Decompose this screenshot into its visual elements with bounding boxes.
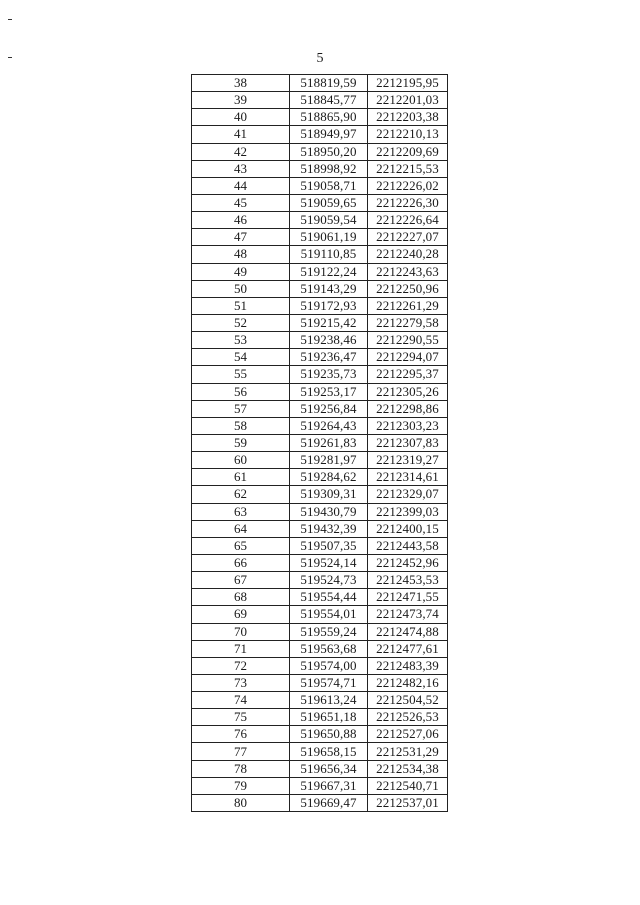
table-row xyxy=(192,520,448,537)
point-number-cell: 73 xyxy=(192,674,290,691)
x-coordinate-cell: 519563,68 xyxy=(290,640,368,657)
table-row xyxy=(192,366,448,383)
point-number-cell: 58 xyxy=(192,417,290,434)
point-number-cell: 72 xyxy=(192,657,290,674)
coordinates-table xyxy=(191,74,448,812)
y-coordinate-cell: 2212453,53 xyxy=(368,572,448,589)
table-row xyxy=(192,674,448,691)
y-coordinate-cell: 2212527,06 xyxy=(368,726,448,743)
x-coordinate-cell: 519430,79 xyxy=(290,503,368,520)
point-number-cell: 51 xyxy=(192,297,290,314)
x-coordinate-cell: 518950,20 xyxy=(290,143,368,160)
point-number-cell: 62 xyxy=(192,486,290,503)
point-number-cell: 40 xyxy=(192,109,290,126)
y-coordinate-cell: 2212305,26 xyxy=(368,383,448,400)
scan-mark-top xyxy=(8,19,12,20)
y-coordinate-cell: 2212329,07 xyxy=(368,486,448,503)
x-coordinate-cell: 519613,24 xyxy=(290,692,368,709)
point-number-cell: 55 xyxy=(192,366,290,383)
point-number-cell: 46 xyxy=(192,212,290,229)
table-row xyxy=(192,486,448,503)
y-coordinate-cell: 2212471,55 xyxy=(368,589,448,606)
x-coordinate-cell: 519284,62 xyxy=(290,469,368,486)
x-coordinate-cell: 519651,18 xyxy=(290,709,368,726)
y-coordinate-cell: 2212443,58 xyxy=(368,537,448,554)
x-coordinate-cell: 519507,35 xyxy=(290,537,368,554)
y-coordinate-cell: 2212203,38 xyxy=(368,109,448,126)
y-coordinate-cell: 2212201,03 xyxy=(368,92,448,109)
point-number-cell: 41 xyxy=(192,126,290,143)
x-coordinate-cell: 519235,73 xyxy=(290,366,368,383)
table-row xyxy=(192,383,448,400)
x-coordinate-cell: 519238,46 xyxy=(290,332,368,349)
x-coordinate-cell: 519110,85 xyxy=(290,246,368,263)
table-row xyxy=(192,246,448,263)
x-coordinate-cell: 519281,97 xyxy=(290,452,368,469)
table-row xyxy=(192,75,448,92)
coordinates-table-body xyxy=(192,75,448,812)
point-number-cell: 74 xyxy=(192,692,290,709)
table-row xyxy=(192,126,448,143)
x-coordinate-cell: 519256,84 xyxy=(290,400,368,417)
y-coordinate-cell: 2212226,64 xyxy=(368,212,448,229)
table-row xyxy=(192,160,448,177)
y-coordinate-cell: 2212303,23 xyxy=(368,417,448,434)
y-coordinate-cell: 2212534,38 xyxy=(368,760,448,777)
point-number-cell: 45 xyxy=(192,194,290,211)
y-coordinate-cell: 2212482,16 xyxy=(368,674,448,691)
y-coordinate-cell: 2212477,61 xyxy=(368,640,448,657)
table-row xyxy=(192,537,448,554)
x-coordinate-cell: 519669,47 xyxy=(290,794,368,811)
table-row xyxy=(192,692,448,709)
y-coordinate-cell: 2212243,63 xyxy=(368,263,448,280)
y-coordinate-cell: 2212483,39 xyxy=(368,657,448,674)
x-coordinate-cell: 519559,24 xyxy=(290,623,368,640)
table-row xyxy=(192,314,448,331)
y-coordinate-cell: 2212261,29 xyxy=(368,297,448,314)
x-coordinate-cell: 519253,17 xyxy=(290,383,368,400)
point-number-cell: 71 xyxy=(192,640,290,657)
point-number-cell: 43 xyxy=(192,160,290,177)
table-row xyxy=(192,503,448,520)
x-coordinate-cell: 519574,71 xyxy=(290,674,368,691)
point-number-cell: 49 xyxy=(192,263,290,280)
y-coordinate-cell: 2212537,01 xyxy=(368,794,448,811)
y-coordinate-cell: 2212307,83 xyxy=(368,434,448,451)
point-number-cell: 44 xyxy=(192,177,290,194)
x-coordinate-cell: 519143,29 xyxy=(290,280,368,297)
y-coordinate-cell: 2212226,02 xyxy=(368,177,448,194)
y-coordinate-cell: 2212240,28 xyxy=(368,246,448,263)
x-coordinate-cell: 519554,44 xyxy=(290,589,368,606)
table-row xyxy=(192,657,448,674)
y-coordinate-cell: 2212473,74 xyxy=(368,606,448,623)
point-number-cell: 66 xyxy=(192,554,290,571)
x-coordinate-cell: 519058,71 xyxy=(290,177,368,194)
point-number-cell: 61 xyxy=(192,469,290,486)
table-row xyxy=(192,332,448,349)
table-row xyxy=(192,92,448,109)
point-number-cell: 48 xyxy=(192,246,290,263)
y-coordinate-cell: 2212474,88 xyxy=(368,623,448,640)
point-number-cell: 50 xyxy=(192,280,290,297)
y-coordinate-cell: 2212314,61 xyxy=(368,469,448,486)
table-row xyxy=(192,469,448,486)
x-coordinate-cell: 519236,47 xyxy=(290,349,368,366)
table-row xyxy=(192,263,448,280)
point-number-cell: 52 xyxy=(192,314,290,331)
x-coordinate-cell: 519309,31 xyxy=(290,486,368,503)
y-coordinate-cell: 2212319,27 xyxy=(368,452,448,469)
point-number-cell: 64 xyxy=(192,520,290,537)
x-coordinate-cell: 519574,00 xyxy=(290,657,368,674)
x-coordinate-cell: 519261,83 xyxy=(290,434,368,451)
point-number-cell: 60 xyxy=(192,452,290,469)
y-coordinate-cell: 2212195,95 xyxy=(368,75,448,92)
y-coordinate-cell: 2212279,58 xyxy=(368,314,448,331)
point-number-cell: 53 xyxy=(192,332,290,349)
x-coordinate-cell: 519215,42 xyxy=(290,314,368,331)
table-row xyxy=(192,143,448,160)
table-row xyxy=(192,554,448,571)
x-coordinate-cell: 519059,65 xyxy=(290,194,368,211)
point-number-cell: 68 xyxy=(192,589,290,606)
point-number-cell: 65 xyxy=(192,537,290,554)
point-number-cell: 77 xyxy=(192,743,290,760)
table-row xyxy=(192,400,448,417)
table-row xyxy=(192,280,448,297)
y-coordinate-cell: 2212226,30 xyxy=(368,194,448,211)
point-number-cell: 54 xyxy=(192,349,290,366)
x-coordinate-cell: 519524,73 xyxy=(290,572,368,589)
point-number-cell: 39 xyxy=(192,92,290,109)
x-coordinate-cell: 519059,54 xyxy=(290,212,368,229)
y-coordinate-cell: 2212290,55 xyxy=(368,332,448,349)
x-coordinate-cell: 518865,90 xyxy=(290,109,368,126)
y-coordinate-cell: 2212295,37 xyxy=(368,366,448,383)
y-coordinate-cell: 2212250,96 xyxy=(368,280,448,297)
y-coordinate-cell: 2212531,29 xyxy=(368,743,448,760)
table-row xyxy=(192,297,448,314)
x-coordinate-cell: 518819,59 xyxy=(290,75,368,92)
table-row xyxy=(192,794,448,811)
table-row xyxy=(192,417,448,434)
x-coordinate-cell: 519656,34 xyxy=(290,760,368,777)
point-number-cell: 56 xyxy=(192,383,290,400)
table-row xyxy=(192,640,448,657)
table-row xyxy=(192,177,448,194)
x-coordinate-cell: 519432,39 xyxy=(290,520,368,537)
table-row xyxy=(192,229,448,246)
table-row xyxy=(192,212,448,229)
point-number-cell: 42 xyxy=(192,143,290,160)
table-row xyxy=(192,434,448,451)
table-row xyxy=(192,606,448,623)
page-number: 5 xyxy=(316,51,324,66)
y-coordinate-cell: 2212210,13 xyxy=(368,126,448,143)
y-coordinate-cell: 2212452,96 xyxy=(368,554,448,571)
point-number-cell: 79 xyxy=(192,777,290,794)
point-number-cell: 59 xyxy=(192,434,290,451)
point-number-cell: 57 xyxy=(192,400,290,417)
point-number-cell: 63 xyxy=(192,503,290,520)
x-coordinate-cell: 518998,92 xyxy=(290,160,368,177)
y-coordinate-cell: 2212400,15 xyxy=(368,520,448,537)
y-coordinate-cell: 2212215,53 xyxy=(368,160,448,177)
x-coordinate-cell: 519524,14 xyxy=(290,554,368,571)
table-row xyxy=(192,777,448,794)
table-row xyxy=(192,760,448,777)
point-number-cell: 75 xyxy=(192,709,290,726)
point-number-cell: 38 xyxy=(192,75,290,92)
point-number-cell: 76 xyxy=(192,726,290,743)
point-number-cell: 80 xyxy=(192,794,290,811)
y-coordinate-cell: 2212298,86 xyxy=(368,400,448,417)
x-coordinate-cell: 519554,01 xyxy=(290,606,368,623)
point-number-cell: 78 xyxy=(192,760,290,777)
point-number-cell: 70 xyxy=(192,623,290,640)
table-row xyxy=(192,452,448,469)
y-coordinate-cell: 2212526,53 xyxy=(368,709,448,726)
x-coordinate-cell: 518949,97 xyxy=(290,126,368,143)
x-coordinate-cell: 519264,43 xyxy=(290,417,368,434)
table-row xyxy=(192,726,448,743)
table-row xyxy=(192,194,448,211)
y-coordinate-cell: 2212540,71 xyxy=(368,777,448,794)
table-row xyxy=(192,743,448,760)
x-coordinate-cell: 519061,19 xyxy=(290,229,368,246)
y-coordinate-cell: 2212294,07 xyxy=(368,349,448,366)
y-coordinate-cell: 2212227,07 xyxy=(368,229,448,246)
table-row xyxy=(192,623,448,640)
point-number-cell: 67 xyxy=(192,572,290,589)
table-row xyxy=(192,589,448,606)
y-coordinate-cell: 2212209,69 xyxy=(368,143,448,160)
table-row xyxy=(192,572,448,589)
table-row xyxy=(192,349,448,366)
point-number-cell: 69 xyxy=(192,606,290,623)
table-row xyxy=(192,109,448,126)
x-coordinate-cell: 519172,93 xyxy=(290,297,368,314)
x-coordinate-cell: 519650,88 xyxy=(290,726,368,743)
x-coordinate-cell: 519122,24 xyxy=(290,263,368,280)
y-coordinate-cell: 2212399,03 xyxy=(368,503,448,520)
x-coordinate-cell: 518845,77 xyxy=(290,92,368,109)
y-coordinate-cell: 2212504,52 xyxy=(368,692,448,709)
table-row xyxy=(192,709,448,726)
point-number-cell: 47 xyxy=(192,229,290,246)
x-coordinate-cell: 519667,31 xyxy=(290,777,368,794)
x-coordinate-cell: 519658,15 xyxy=(290,743,368,760)
